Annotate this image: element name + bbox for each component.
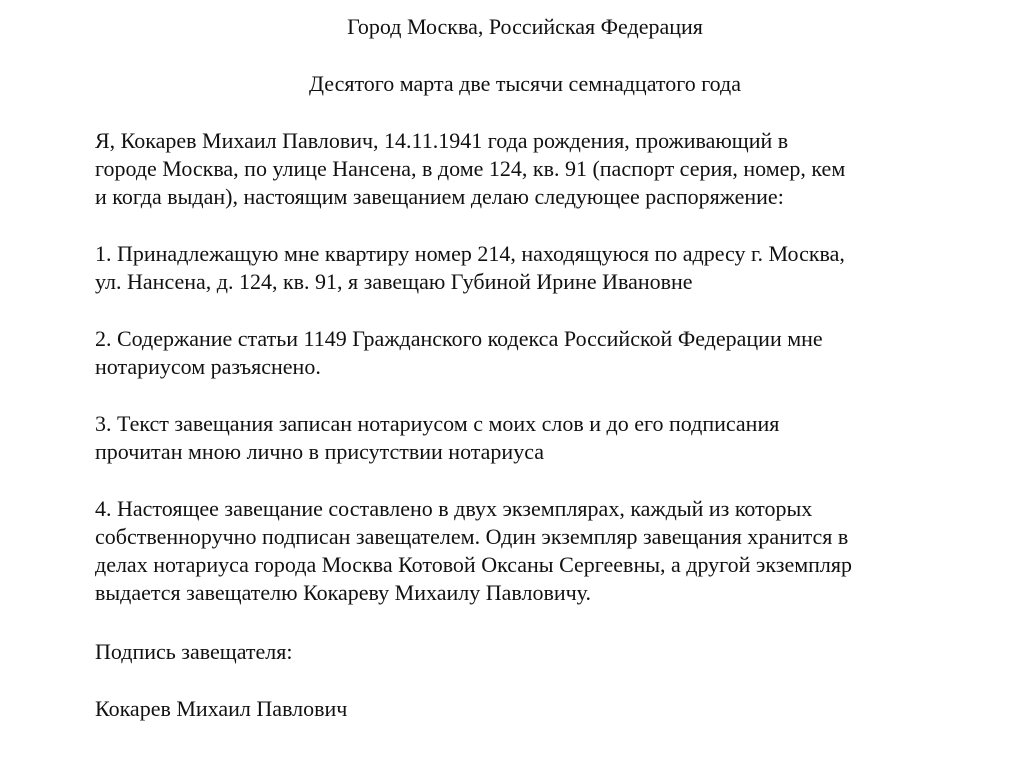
intro-line: Я, Кокарев Михаил Павлович, 14.11.1941 года рождения, проживающий в (95, 128, 789, 153)
clause-4 (95, 495, 985, 607)
clause-line: делах нотариуса города Москва Котовой Оксаны Сергеевны, а другой экземпляр (95, 552, 853, 577)
intro-paragraph (95, 127, 985, 211)
clause-2 (95, 325, 985, 381)
clause-line: 4. Настоящее завещание составлено в двух экземплярах, каждый из которых (95, 496, 813, 521)
clause-line: выдается завещателю Кокареву Михаилу Павловичу. (95, 580, 591, 605)
clause-line: прочитан мною лично в присутствии нотариуса (95, 439, 544, 464)
clause-3 (95, 410, 985, 466)
heading-city: Город Москва, Российская Федерация (347, 14, 703, 39)
clause-line: собственноручно подписан завещателем. Один экземпляр завещания хранится в (95, 524, 849, 549)
clause-line: нотариусом разъяснено. (95, 354, 321, 379)
heading-date: Десятого марта две тысячи семнадцатого года (308, 71, 742, 96)
signature-label: Подпись завещателя: (95, 639, 293, 664)
clause-line: 3. Текст завещания записан нотариусом с моих слов и до его подписания (95, 411, 780, 436)
intro-line: и когда выдан), настоящим завещанием делаю следующее распоряжение: (95, 184, 784, 209)
clause-line: 2. Содержание статьи 1149 Гражданского кодекса Российской Федерации мне (95, 326, 823, 351)
clause-1 (95, 240, 985, 296)
intro-line: городе Москва, по улице Нансена, в доме 124, кв. 91 (паспорт серия, номер, кем (95, 156, 846, 181)
signature-name: Кокарев Михаил Павлович (95, 696, 348, 721)
clause-line: 1. Принадлежащую мне квартиру номер 214, находящуюся по адресу г. Москва, (95, 241, 845, 266)
clause-line: ул. Нансена, д. 124, кв. 91, я завещаю Губиной Ирине Ивановне (95, 269, 693, 294)
